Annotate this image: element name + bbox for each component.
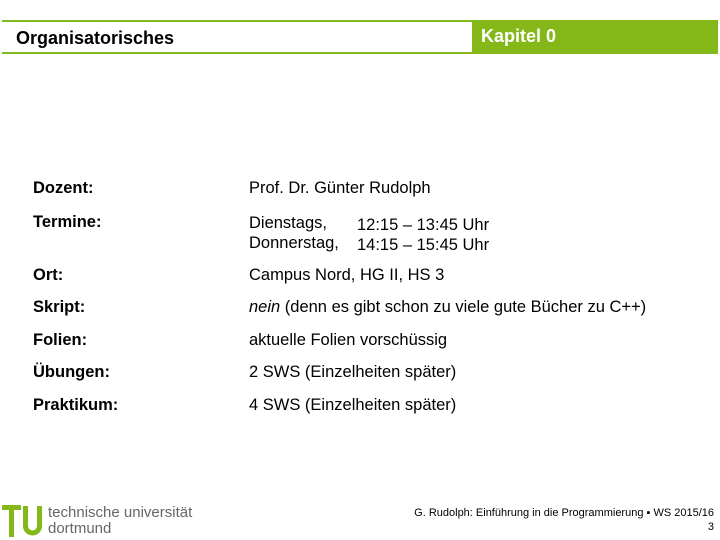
schedule-block (249, 213, 509, 253)
chapter-label: Kapitel 0 (481, 26, 557, 46)
university-name (48, 505, 192, 537)
header-title-bar (2, 20, 472, 54)
university-line-2: dortmund (48, 520, 112, 537)
row-label: Ort: (33, 266, 64, 284)
row-label: Übungen: (33, 363, 110, 381)
row-value: 4 SWS (Einzelheiten später) (249, 396, 457, 414)
row-value: 2 SWS (Einzelheiten später) (249, 363, 457, 381)
footer-citation: G. Rudolph: Einführung in die Programmierung ▪ WS 2015/16 (414, 507, 714, 519)
chapter-banner (472, 20, 718, 54)
row-label: Folien: (33, 331, 88, 349)
row-value: Campus Nord, HG II, HS 3 (249, 266, 445, 284)
row-value-emphasis: nein (249, 298, 281, 316)
schedule-day: Donnerstag, (249, 234, 339, 252)
row-label: Dozent: (33, 179, 94, 197)
university-line-1: technische universität (48, 504, 193, 521)
schedule-day: Dienstags, (249, 214, 327, 232)
row-value (249, 298, 646, 317)
row-value: aktuelle Folien vorschüssig (249, 331, 448, 349)
schedule-time: 12:15 – 13:45 Uhr (357, 216, 490, 234)
footer-info (414, 506, 714, 534)
page-number: 3 (707, 521, 714, 533)
schedule-time: 14:15 – 15:45 Uhr (357, 236, 490, 254)
tu-logo-icon (2, 503, 44, 538)
row-label: Skript: (33, 298, 86, 316)
page-title: Organisatorisches (16, 28, 175, 48)
schedule-line (249, 233, 509, 253)
row-label: Praktikum: (33, 396, 119, 414)
schedule-line (249, 213, 509, 233)
row-value-rest: (denn es gibt schon zu viele gute Bücher zu C++) (280, 298, 647, 316)
row-label: Termine: (33, 213, 102, 231)
row-value: Prof. Dr. Günter Rudolph (249, 179, 431, 197)
